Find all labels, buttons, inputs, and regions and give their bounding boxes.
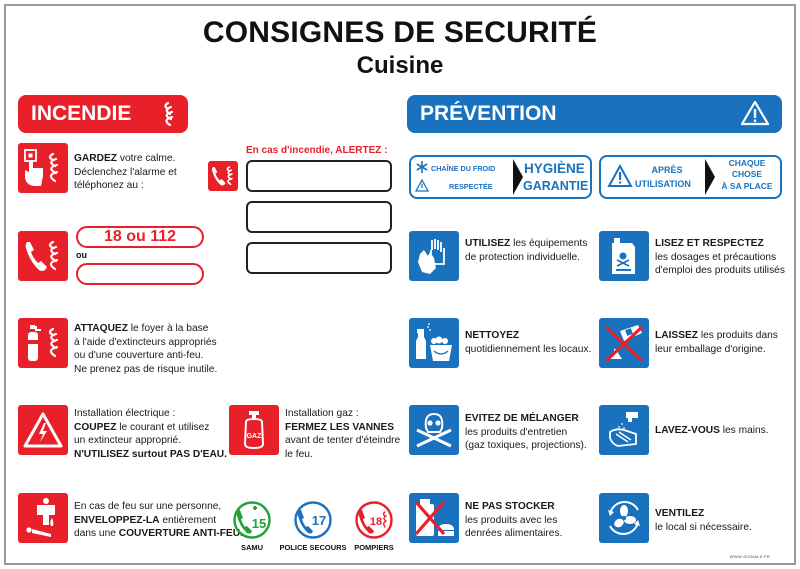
alert-label: En cas d'incendie, ALERTEZ : bbox=[246, 145, 388, 156]
or-label: ou bbox=[76, 250, 87, 260]
page-title: CONSIGNES DE SECURITÉ bbox=[202, 16, 598, 49]
fire-extinguisher-icon bbox=[18, 318, 68, 368]
fire-phone-icon bbox=[18, 231, 68, 281]
electric-hazard-icon bbox=[18, 405, 68, 455]
warning-triangle-icon bbox=[740, 99, 770, 133]
cold-chain-badge bbox=[409, 155, 592, 199]
svg-text:15: 15 bbox=[251, 516, 267, 531]
incendie-item-1-text: GARDEZ votre calme. Déclenchez l'alarme et téléphonez au : bbox=[74, 153, 177, 191]
prevention-item-5-text: EVITEZ DE MÉLANGER les produits d'entretien (gaz toxiques, projections). bbox=[465, 413, 587, 451]
second-number-field[interactable] bbox=[76, 263, 204, 285]
prevention-item-1-text: UTILISEZ les équipements de protection individuelle. bbox=[465, 238, 588, 263]
snowflake-icon bbox=[415, 160, 429, 174]
police-phone-icon bbox=[293, 500, 333, 540]
chemical-can-icon bbox=[599, 231, 649, 281]
incendie-item-3-text: ATTAQUEZ le foyer à la base à l'aide d'extincteurs appropriés ou d'une couverture anti-feu. Ne prenez pas de risque inutile. bbox=[74, 323, 218, 375]
incendie-label: INCENDIE bbox=[31, 102, 132, 125]
incendie-item-5-text: Installation gaz : FERMEZ LES VANNES avant de tenter d'éteindre le feu. bbox=[285, 408, 401, 460]
pompiers-phone-icon bbox=[354, 500, 394, 540]
pompiers-label: POMPIERS bbox=[354, 543, 394, 552]
warning-triangle-icon bbox=[415, 179, 429, 192]
alert-number-box-3[interactable] bbox=[246, 242, 392, 274]
badge2-left-line1: APRÈS bbox=[651, 165, 683, 175]
no-food-storage-icon bbox=[409, 493, 459, 543]
gas-bottle-icon bbox=[229, 405, 279, 455]
badge2-right-line1: CHAQUE bbox=[728, 158, 766, 168]
svg-text:GAZ: GAZ bbox=[246, 433, 262, 440]
skull-crossbones-icon bbox=[409, 405, 459, 455]
badge2-right-line3: À SA PLACE bbox=[721, 181, 773, 191]
incendie-item-6-text: En cas de feu sur une personne, ENVELOPPEZ-LA entièrement dans une COUVERTURE ANTI-FEU. bbox=[74, 501, 243, 539]
prevention-item-6-text: LAVEZ-VOUS les mains. bbox=[655, 425, 769, 436]
samu-label: SAMU bbox=[240, 543, 264, 552]
fire-phone-icon bbox=[208, 161, 238, 191]
prevention-item-4-text: LAISSEZ les produits dans leur emballage d'origine. bbox=[655, 330, 778, 355]
footer-url: WWW.SIGNALS.FR bbox=[729, 554, 770, 559]
prevention-label: PRÉVENTION bbox=[420, 102, 557, 125]
badge-left-line1: CHAÎNE DU FROID bbox=[431, 164, 496, 173]
flame-icon bbox=[160, 101, 176, 133]
ventilation-fan-icon bbox=[599, 493, 649, 543]
prevention-item-2-text: LISEZ ET RESPECTEZ les dosages et précautions d'emploi des produits utilisés bbox=[655, 238, 785, 276]
page-subtitle: Cuisine bbox=[356, 52, 444, 79]
tidy-badge bbox=[599, 155, 782, 199]
samu-phone-icon bbox=[232, 500, 272, 540]
police-label: POLICE SECOURS bbox=[279, 543, 347, 552]
no-transfer-icon bbox=[599, 318, 649, 368]
badge-right-line2: GARANTIE bbox=[523, 179, 589, 193]
gloves-icon bbox=[409, 231, 459, 281]
alert-number-box-2[interactable] bbox=[246, 201, 392, 233]
arrow-right-icon bbox=[705, 159, 715, 195]
prevention-header bbox=[407, 95, 782, 133]
badge-left-line2: RESPECTÉE bbox=[449, 182, 493, 191]
alert-number-box-1[interactable] bbox=[246, 160, 392, 192]
incendie-header bbox=[18, 95, 188, 133]
warning-triangle-icon bbox=[607, 164, 633, 188]
badge2-right-line2: CHOSE bbox=[731, 169, 763, 179]
svg-text:17: 17 bbox=[311, 513, 327, 528]
incendie-item-4-text: Installation électrique : COUPEZ le courant et utilisez un extincteur approprié. N'UTILISEZ surtout PAS D'EAU. bbox=[74, 408, 227, 460]
prevention-item-7-text: NE PAS STOCKER les produits avec les denrées alimentaires. bbox=[465, 501, 563, 539]
cleaning-spray-bucket-icon bbox=[409, 318, 459, 368]
badge2-left-line2: UTILISATION bbox=[635, 179, 691, 189]
emergency-number: 18 ou 112 bbox=[103, 228, 177, 245]
badge-right-line1: HYGIÈNE bbox=[524, 161, 585, 176]
fire-alarm-button-icon bbox=[18, 143, 68, 193]
arrow-right-icon bbox=[513, 159, 523, 195]
emergency-number-pill bbox=[76, 226, 204, 248]
person-on-fire-icon bbox=[18, 493, 68, 543]
hand-washing-icon bbox=[599, 405, 649, 455]
svg-text:18: 18 bbox=[369, 516, 383, 528]
prevention-item-8-text: VENTILEZ le local si nécessaire. bbox=[655, 508, 752, 533]
prevention-item-3-text: NETTOYEZ quotidiennement les locaux. bbox=[465, 330, 592, 355]
